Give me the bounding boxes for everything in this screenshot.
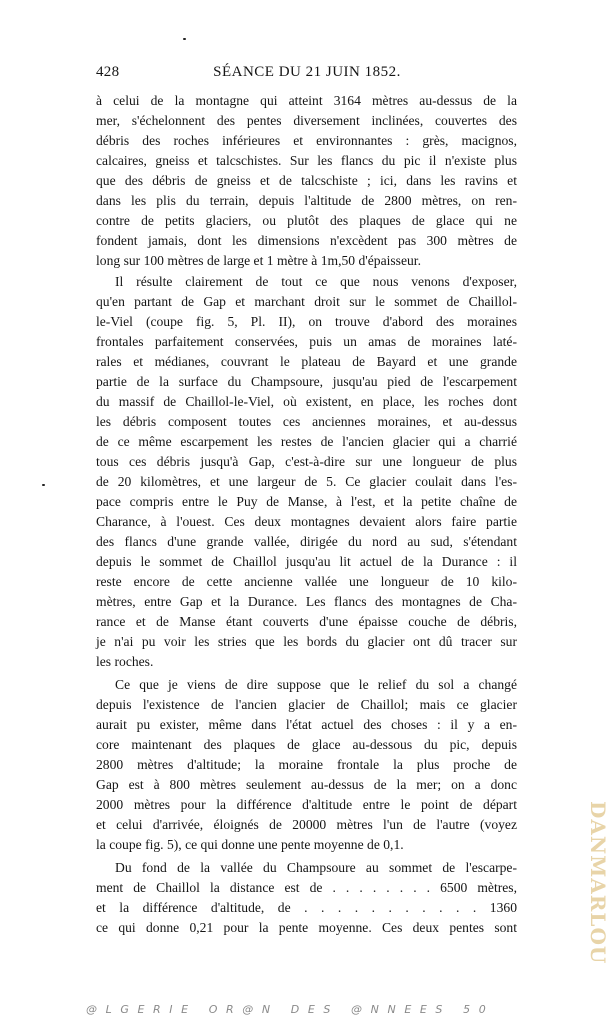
text-line: depuis l'existence de l'ancien glacier de Chaillol; mais ce glacier bbox=[96, 697, 517, 712]
text-line: calcaires, gneiss et talcschistes. Sur les flancs du pic il n'existe plus bbox=[96, 153, 517, 168]
text-line: ce qui donne 0,21 pour la pente moyenne. Ces deux pentes sont bbox=[96, 920, 517, 935]
text-line: le-Viel (coupe fig. 5, Pl. II), on trouve d'abord des moraines bbox=[96, 314, 517, 329]
text-line: contre de petits glaciers, ou plutôt des plaques de glace qui ne bbox=[96, 213, 517, 228]
watermark-text: @LGERIE OR@N DES @NNEES 50 bbox=[86, 1003, 495, 1016]
text-line: long sur 100 mètres de large et 1 mètre à 1m,50 d'épaisseur. bbox=[96, 253, 421, 268]
text-line: pace compris entre le Puy de Manse, à l'est, et la petite chaîne de bbox=[96, 494, 517, 509]
text-line: frontales parfaitement conservées, puis un amas de moraines laté- bbox=[96, 334, 517, 349]
text-line: 2800 mètres d'altitude; la moraine frontale la plus proche de bbox=[96, 757, 517, 772]
text-line: Du fond de la vallée du Champsoure au sommet de l'escarpe- bbox=[115, 860, 517, 875]
print-speck bbox=[183, 38, 186, 40]
text-line: reste encore de cette ancienne vallée une longueur de 10 kilo- bbox=[96, 574, 517, 589]
page-number: 428 bbox=[96, 64, 120, 80]
text-line: de 20 kilomètres, et une largeur de 5. Ce glacier coulait dans l'es- bbox=[96, 474, 517, 489]
text-line: de ce même escarpement les restes de l'ancien glacier qui a charrié bbox=[96, 434, 517, 449]
text-line: partie de la surface du Champsoure, jusqu'au pied de l'escarpement bbox=[96, 374, 517, 389]
text-line: fondent jamais, dont les dimensions n'excèdent pas 300 mètres de bbox=[96, 233, 517, 248]
text-line: les débris composent toutes ces anciennes moraines, et au-dessus bbox=[96, 414, 517, 429]
text-line: à celui de la montagne qui atteint 3164 mètres au-dessus de la bbox=[96, 93, 517, 108]
text-line: des flancs d'une grande vallée, dirigée du nord au sud, s'étendant bbox=[96, 534, 517, 549]
text-line: les roches. bbox=[96, 654, 154, 669]
text-line: dans les plis du terrain, depuis l'altitude de 2800 mètres, on ren- bbox=[96, 193, 517, 208]
text-line: aurait pu exister, même dans l'état actuel des choses : il y a en- bbox=[96, 717, 517, 732]
text-line: ment de Chaillol la distance est de . . . . . . . . 6500 mètres, bbox=[96, 880, 517, 895]
text-line: mètres, entre Gap et la Durance. Les flancs des montagnes de Cha- bbox=[96, 594, 517, 609]
text-line: Ce que je viens de dire suppose que le relief du sol a changé bbox=[115, 677, 517, 692]
side-watermark: DANMARLOU bbox=[586, 801, 610, 965]
text-line: Gap est à 800 mètres seulement au-dessus de la mer; on a donc bbox=[96, 777, 517, 792]
text-line: la coupe fig. 5), ce qui donne une pente moyenne de 0,1. bbox=[96, 837, 404, 852]
text-line: débris des roches inférieures et environnantes : grès, macignos, bbox=[96, 133, 517, 148]
text-line: mer, s'échelonnent des pentes diversement inclinées, couvertes des bbox=[96, 113, 517, 128]
text-line: rance et de Manse étant couverts d'une épaisse couche de débris, bbox=[96, 614, 517, 629]
text-line: Il résulte clairement de tout ce que nous venons d'exposer, bbox=[115, 274, 517, 289]
text-line: rales et médianes, couvrant le plateau de Bayard et une grande bbox=[96, 354, 517, 369]
text-line: du massif de Chaillol-le-Viel, où existent, en place, les roches dont bbox=[96, 394, 517, 409]
text-line: core maintenant des plaques de glace au-dessous du pic, depuis bbox=[96, 737, 517, 752]
text-line: que des débris de gneiss et de talcschiste ; ici, dans les ravins et bbox=[96, 173, 517, 188]
running-head: SÉANCE DU 21 JUIN 1852. bbox=[213, 64, 401, 80]
text-line: depuis le sommet de Chaillol jusqu'au lit actuel de la Durance : il bbox=[96, 554, 517, 569]
text-line: qu'en partant de Gap et marchant droit sur le sommet de Chaillol- bbox=[96, 294, 517, 309]
print-speck bbox=[42, 484, 45, 486]
page-header bbox=[96, 64, 518, 84]
text-line: tous ces débris jusqu'à Gap, c'est-à-dire sur une longueur de plus bbox=[96, 454, 517, 469]
text-line: je n'ai pu voir les stries que les bords du glacier ont dû tracer sur bbox=[96, 634, 517, 649]
text-line: 2000 mètres pour la différence d'altitude entre le point de départ bbox=[96, 797, 517, 812]
text-line: Charance, à l'ouest. Ces deux montagnes devaient alors faire partie bbox=[96, 514, 517, 529]
text-line: et celui d'arrivée, éloignés de 20000 mètres l'un de l'autre (voyez bbox=[96, 817, 517, 832]
text-line: et la différence d'altitude, de . . . . . . . . . . . 1360 bbox=[96, 900, 517, 915]
